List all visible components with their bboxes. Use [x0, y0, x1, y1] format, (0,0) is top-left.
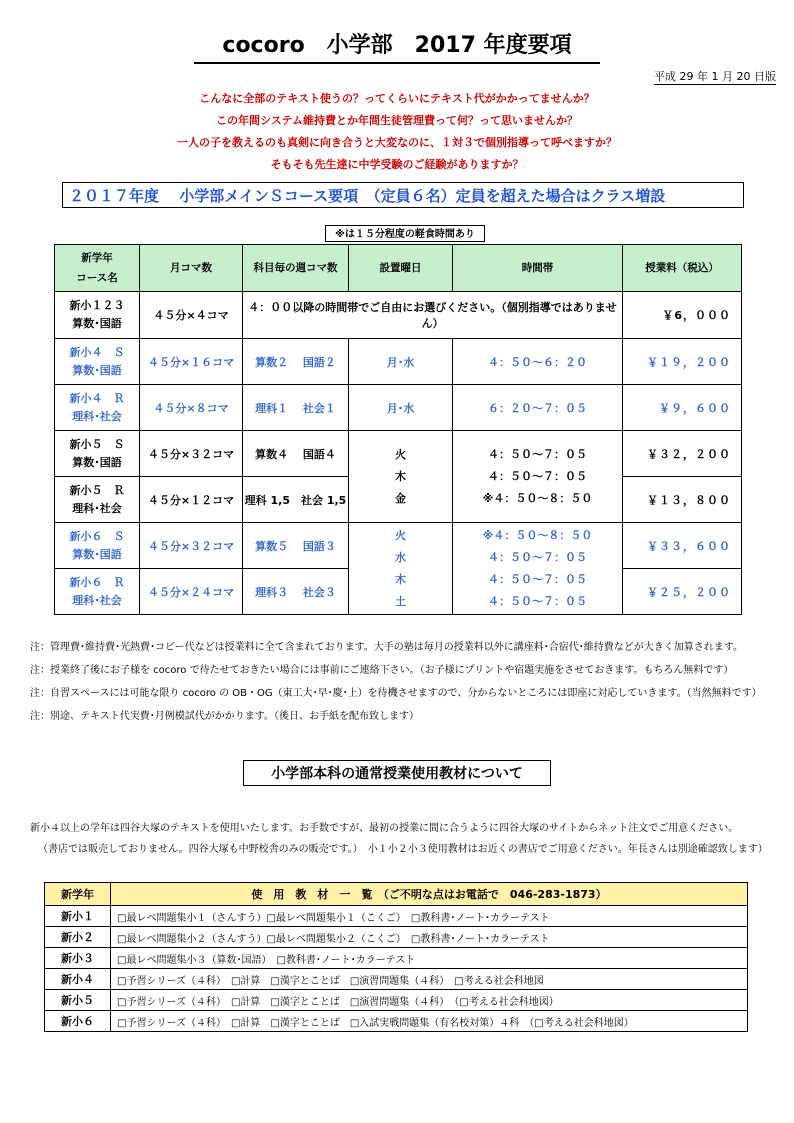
materials-grade: 新小２ [45, 927, 111, 948]
materials-grade: 新小１ [45, 906, 111, 927]
course-row-123 [55, 292, 742, 339]
fee-cell: ￥２５，２００ [623, 569, 742, 615]
weekly-cell: 算数５ 国語３ [243, 523, 349, 569]
monthly-cell: ４５分×１２コマ [140, 477, 243, 523]
days-cell: 月･水 [349, 339, 453, 385]
time-cell-6: ※４：５０～８：５０ ４：５０～７：０５ ４：５０～７：０５ ４：５０～７：０５ [453, 523, 623, 615]
fee-cell: ￥6，０００ [623, 292, 742, 339]
grade-cell: 新小５ Ｒ 理科･社会 [55, 477, 140, 523]
materials-header-items: 使 用 教 材 一 覧 （ご不明な点はお電話で 046-283-1873） [111, 883, 748, 906]
days-cell-6: 火 水 木 土 [349, 523, 453, 615]
course-heading: ２０１７年度 小学部メインＳコース要項 （定員６名）定員を超えた場合はクラス増設 [62, 182, 744, 208]
monthly-cell: ４５分×４コマ [140, 292, 243, 339]
materials-section-title: 小学部本科の通常授業使用教材について [243, 760, 551, 786]
note-line: 注：別途、テキスト代実費･月例模試代がかかります。（後日、お手紙を配布致します） [30, 711, 419, 722]
fee-cell: ￥１９，２００ [623, 339, 742, 385]
materials-row [45, 990, 748, 1011]
intro-line: 一人の子を教えるのも真剣に向き合うと大変なのに、１対３で個別指導って呼べますか？ [177, 136, 617, 149]
materials-header-row [45, 883, 748, 906]
fee-cell: ￥３２，２００ [623, 431, 742, 477]
materials-items: □最レベ問題集小１（さんすう）□最レベ問題集小１（こくご） □教科書･ノート･カラーテスト [111, 906, 748, 927]
intro-line: そもそも先生達に中学受験のご経験がありますか？ [270, 158, 524, 171]
materials-row [45, 948, 748, 969]
weekly-cell: 理科３ 社会３ [243, 569, 349, 615]
materials-grade: 新小６ [45, 1011, 111, 1032]
free-time-note: ４：００以降の時間帯でご自由にお選びください。（個別指導ではありません） [243, 292, 623, 339]
materials-header-grade: 新学年 [45, 883, 111, 906]
intro-line: こんなに全部のテキスト使うの？ってくらいにテキスト代がかかってませんか？ [199, 92, 595, 105]
grade-cell: 新小４ Ｒ 理科･社会 [55, 385, 140, 431]
page-title-wrap [0, 28, 794, 64]
weekly-cell: 理科１ 社会１ [243, 385, 349, 431]
grade-cell: 新小４ Ｓ 算数･国語 [55, 339, 140, 385]
time-cell: ６：２０～７：０５ [453, 385, 623, 431]
weekly-cell: 算数４ 国語４ [243, 431, 349, 477]
fee-cell: ￥３３，６００ [623, 523, 742, 569]
materials-text-line: 新小４以上の学年は四谷大塚のテキストを使用いたします。お手数ですが、最初の授業に間に合うように四谷大塚のサイトからネット注文でご用意ください。 [30, 823, 739, 834]
materials-row [45, 906, 748, 927]
materials-row [45, 969, 748, 990]
header-monthly: 月コマ数 [140, 245, 243, 292]
grade-cell: 新小１２３ 算数･国語 [55, 292, 140, 339]
monthly-cell: ４５分×８コマ [140, 385, 243, 431]
materials-description [30, 818, 780, 860]
course-header-row [55, 245, 742, 292]
materials-items: □最レベ問題集小３（算数･国語） □教科書･ノート･カラーテスト [111, 948, 748, 969]
fee-cell: ￥１３，８００ [623, 477, 742, 523]
materials-grade: 新小５ [45, 990, 111, 1011]
weekly-cell: 理科 1,5 社会 1,5 [243, 477, 349, 523]
issue-date: 平成 29 年 1 月 20 日版 [654, 70, 776, 83]
course-row-4s [55, 339, 742, 385]
materials-grade: 新小３ [45, 948, 111, 969]
monthly-cell: ４５分×３２コマ [140, 431, 243, 477]
materials-grade: 新小４ [45, 969, 111, 990]
notes-block [30, 636, 775, 728]
header-time: 時間帯 [453, 245, 623, 292]
grade-cell: 新小５ Ｓ 算数･国語 [55, 431, 140, 477]
materials-items: □予習シリーズ（４科） □計算 □漢字とことば □演習問題集（４科） （□考える社会科地図） [111, 990, 748, 1011]
time-cell-5: ４：５０～７：０５ ４：５０～７：０５ ※４：５０～８：５０ [453, 431, 623, 523]
materials-items: □最レベ問題集小２（さんすう）□最レベ問題集小２（こくご） □教科書･ノート･カラーテスト [111, 927, 748, 948]
monthly-cell: ４５分×２４コマ [140, 569, 243, 615]
note-line: 注：管理費･維持費･光熱費･コピー代などは授業料に全て含まれております。大手の塾は毎月の授業料以外に講座料･合宿代･維持費などが大きく加算されます。 [30, 642, 743, 653]
header-grade: 新学年 コース名 [55, 245, 140, 292]
monthly-cell: ４５分×３２コマ [140, 523, 243, 569]
monthly-cell: ４５分×１６コマ [140, 339, 243, 385]
materials-table [44, 882, 748, 1032]
course-row-6s [55, 523, 742, 569]
course-table [54, 244, 742, 615]
materials-items: □予習シリーズ（４科） □計算 □漢字とことば □入試実戦問題集（有名校対策）４科 （□考える社会科地図） [111, 1011, 748, 1032]
meal-note: ※は１５分程度の軽食時間あり [325, 225, 485, 242]
materials-row [45, 927, 748, 948]
note-line: 注：授業終了後にお子様を cocoro で待たせておきたい場合には事前にご連絡下さい。（お子様にプリントや宿題実施をさせておきます。もちろん無料です） [30, 665, 734, 676]
materials-text-line: （書店では販売しておりません。四谷大塚も中野校舎のみの販売です。） 小１小２小３使用教材はお近くの書店でご用意ください。年長さんは別途確認致します） [38, 844, 768, 855]
weekly-cell: 算数２ 国語２ [243, 339, 349, 385]
fee-cell: ￥９，６００ [623, 385, 742, 431]
materials-items: □予習シリーズ（４科） □計算 □漢字とことば □演習問題集（４科） □考える社会科地図 [111, 969, 748, 990]
intro-block [0, 88, 794, 176]
header-weekly: 科目毎の週コマ数 [243, 245, 349, 292]
days-cell-5: 火 木 金 [349, 431, 453, 523]
grade-cell: 新小６ Ｓ 算数･国語 [55, 523, 140, 569]
materials-row [45, 1011, 748, 1032]
time-cell: ４：５０～６：２０ [453, 339, 623, 385]
course-row-4r [55, 385, 742, 431]
grade-cell: 新小６ Ｒ 理科･社会 [55, 569, 140, 615]
header-days: 設置曜日 [349, 245, 453, 292]
days-cell: 月･水 [349, 385, 453, 431]
page-title: cocoro 小学部 2017 年度要項 [194, 28, 599, 64]
header-fee: 授業料（税込） [623, 245, 742, 292]
course-row-5s [55, 431, 742, 477]
intro-line: この年間システム維持費とか年間生徒管理費って何？って思いませんか？ [216, 114, 578, 127]
note-line: 注：自習スペースには可能な限り cocoro の OB・OG（東工大･早･慶･上）を待機させますので、分からないところには即座に対応していきます。（当然無料です） [30, 688, 762, 699]
